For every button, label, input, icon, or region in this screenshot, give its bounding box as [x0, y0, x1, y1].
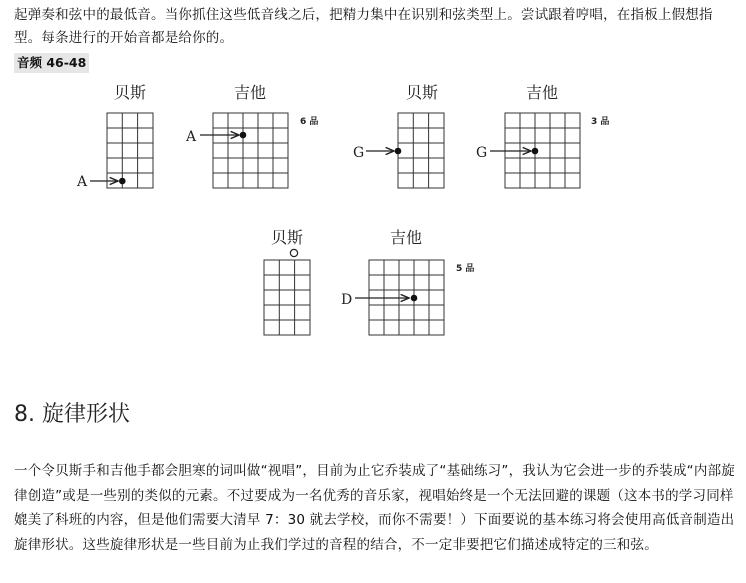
section-heading: 8. 旋律形状 — [14, 402, 130, 427]
bass-fretboard-3 — [264, 260, 310, 335]
note-label: D — [341, 292, 353, 308]
note-label: G — [476, 145, 488, 161]
finger-dot — [119, 178, 126, 185]
bass-fretboard-2 — [395, 113, 444, 188]
fret-marker: 6 品 — [300, 117, 319, 127]
bass-label: 贝斯 — [113, 83, 147, 102]
guitar-label: 吉他 — [525, 83, 559, 102]
body-paragraph: 一个令贝斯手和吉他手都会胆寒的词叫做“视唱”，目前为止它乔装成了“基础练习”，我认为它会进一步的乔装成“内部旋律创造”或是一些别的类似的元素。不过要成为一名优秀的音乐家，视唱始终是一个无法回避的课题（这本书的学习同样媲美了科班的内容，但是他们需要大清早 7：30 就去学校，而你不需要！）下面要说的基本练习将会使用高低音制造出旋律形状。这些旋律形状是一些目前为止我们学过的音程的结合，不一定非要把它们描述成特定的三和弦。 — [14, 463, 735, 553]
bass-fretboard-1 — [107, 113, 153, 188]
bass-label: 贝斯 — [405, 83, 439, 102]
finger-dot — [395, 148, 402, 155]
guitar-label: 吉他 — [233, 83, 267, 102]
finger-dot — [411, 295, 418, 302]
note-label: A — [77, 174, 88, 190]
fret-marker: 3 品 — [591, 117, 610, 127]
intro-paragraph: 起弹奏和弦中的最低音。当你抓住这些低音线之后，把精力集中在识别和弦类型上。尝试跟着哼唱，在指板上假想指型。每条进行的开始音都是给你的。 — [14, 7, 713, 46]
note-label: A — [186, 129, 197, 145]
finger-dot — [240, 132, 247, 139]
finger-dot — [532, 148, 539, 155]
guitar-fretboard-1 — [213, 113, 288, 188]
bass-label: 贝斯 — [270, 228, 304, 247]
audio-track-label: 音频 46-48 — [14, 53, 89, 73]
open-string-icon — [290, 249, 297, 256]
guitar-label: 吉他 — [389, 228, 423, 247]
fret-marker: 5 品 — [456, 264, 475, 274]
note-label: G — [353, 145, 365, 161]
